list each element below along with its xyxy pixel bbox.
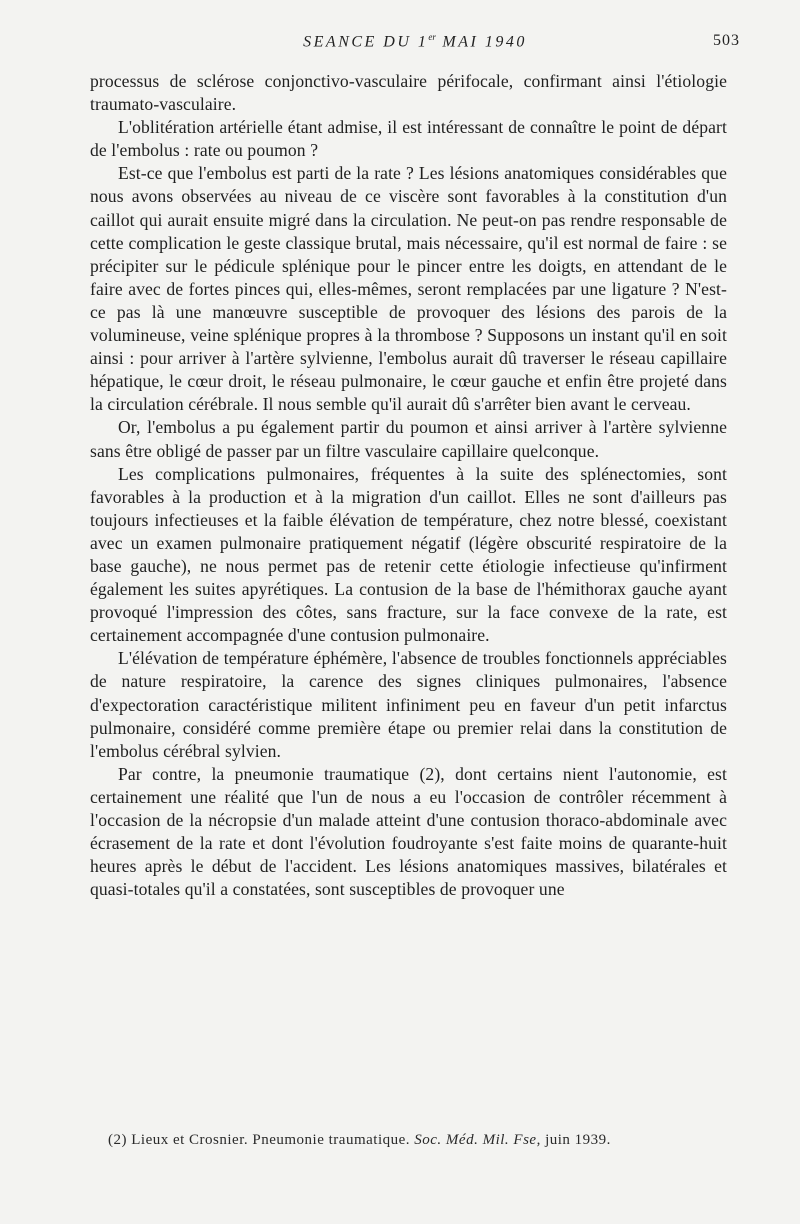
body-text [90, 70, 727, 901]
paragraph: Par contre, la pneumonie traumatique (2), dont certains nient l'autonomie, est certainement une réalité que l'un de nous a eu l'occasion de contrôler récemment à l'occasion de la nécropsie d'un malade atteint d'une contusion thoraco-abdominale avec écrasement de la rate et dont l'évolution foudroyante s'est faite moins de quarante-huit heures après le début de l'accident. Les lésions anatomiques massives, bilatérales et quasi-totales qu'il a constatées, sont susceptibles de provoquer une [90, 763, 727, 900]
page-number: 503 [713, 32, 740, 49]
footnote-journal: Soc. Méd. Mil. Fse [414, 1132, 537, 1148]
running-title-date: MAI 1940 [435, 33, 527, 51]
running-title [90, 32, 740, 51]
paragraph: Est-ce que l'embolus est parti de la rate ? Les lésions anatomiques considérables que nous avons observées au niveau de ce viscère sont favorables à la constitution d'un caillot qui aurait ensuite migré dans la circulation. Ne peut-on pas rendre responsable de cette complication le geste classique brutal, mais nécessaire, qu'il est normal de faire : se précipiter sur le pédicule splénique pour le pincer entre les doigts, en attendant de le faire avec de fortes pinces qui, elles-mêmes, seront remplacées par une ligature ? N'est-ce pas là une manœuvre susceptible de provoquer des lésions des parois de la volumineuse, veine splénique propres à la thrombose ? Supposons un instant qu'il en soit ainsi : pour arriver à l'artère sylvienne, l'embolus aurait dû traverser le réseau capillaire hépatique, le cœur droit, le réseau pulmonaire, le cœur gauche et enfin être projeté dans la circulation cérébrale. Il nous semble qu'il aurait dû s'arrêter bien avant le cerveau. [90, 163, 727, 415]
paragraph: L'élévation de température éphémère, l'absence de troubles fonctionnels appréciables de nature respiratoire, la carence des signes cliniques pulmonaires, l'absence d'expectoration caractéristique militent infiniment peu en faveur d'un petit infarctus pulmonaire, considéré comme première étape ou premier relai dans la constitution de l'embolus cérébral sylvien. [90, 648, 727, 761]
footnote-citation: (2) Lieux et Crosnier. Pneumonie traumatique. [108, 1132, 415, 1148]
running-title-superscript: er [428, 32, 436, 42]
paragraph: Les complications pulmonaires, fréquentes à la suite des splénectomies, sont favorables à la production et à la migration d'un caillot. Elles ne sont d'ailleurs pas toujours infectieuses et la faible élévation de température, chez notre blessé, coexistant avec un examen pulmonaire pratiquement négatif (légère obscurité respiratoire de la base gauche), ne nous permet pas de retenir cette étiologie infectieuse qu'infirment également les suites apyrétiques. La contusion de la base de l'hémithorax gauche ayant provoqué l'impression des côtes, sans fracture, sur la face convexe de la rate, est certainement accompagnée d'une contusion pulmonaire. [90, 463, 727, 646]
paragraph: Or, l'embolus a pu également partir du poumon et ainsi arriver à l'artère sylvienne sans être obligé de passer par un filtre vasculaire capillaire quelconque. [90, 417, 727, 461]
running-title-main: SEANCE DU 1 [303, 33, 429, 51]
page-header [90, 32, 740, 58]
footnote-date: , juin 1939. [536, 1132, 611, 1148]
paragraph-continued: processus de sclérose conjonctivo-vasculaire périfocale, confirmant ainsi l'étiologie traumato-vasculaire. [90, 71, 727, 115]
paragraph: L'oblitération artérielle étant admise, il est intéressant de connaître le point de départ de l'embolus : rate ou poumon ? [90, 117, 727, 161]
footnote [108, 1130, 728, 1150]
